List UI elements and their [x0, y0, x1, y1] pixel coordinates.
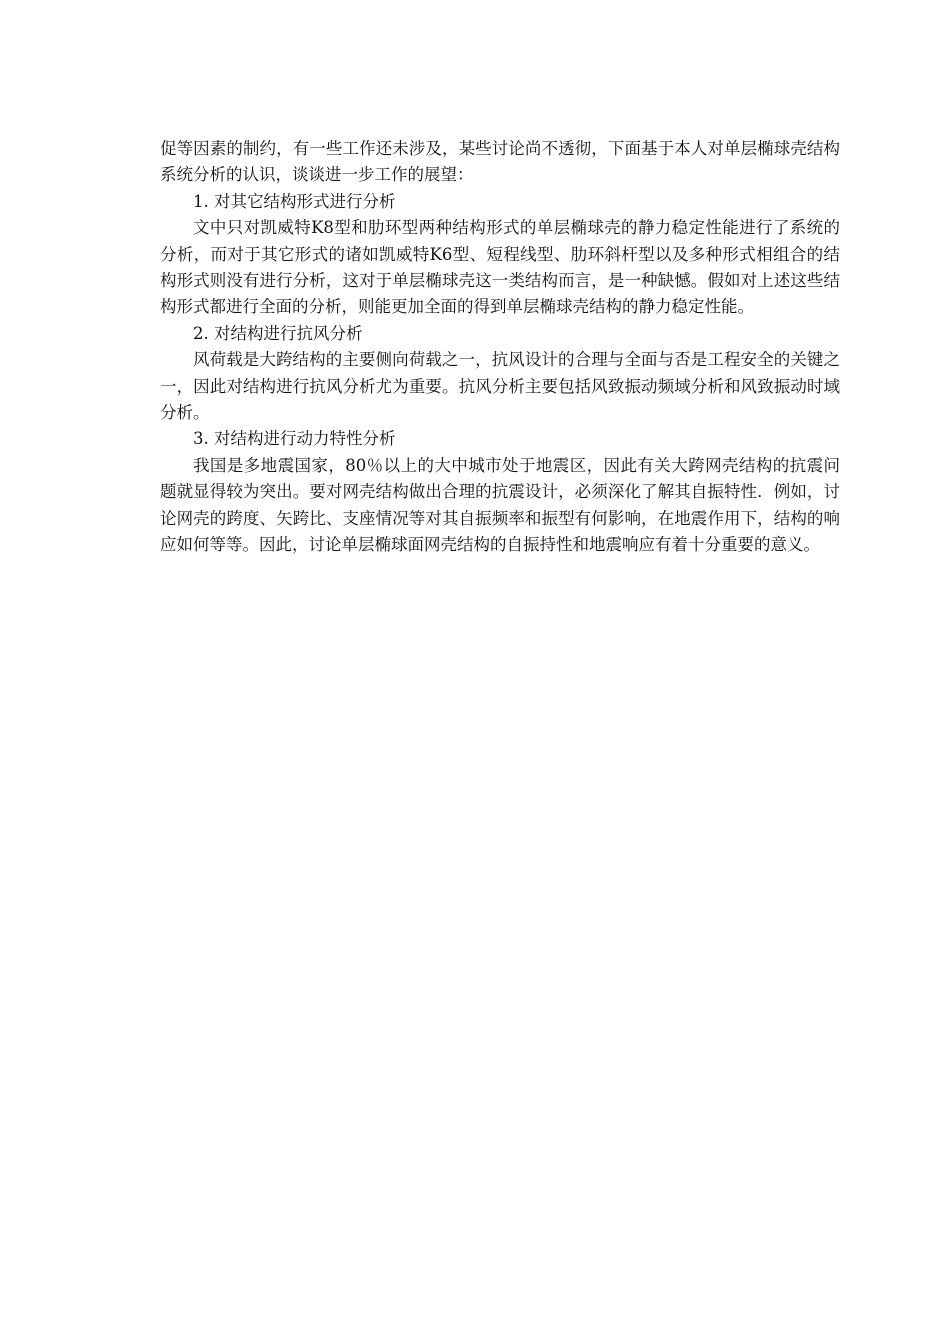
section-heading-2: 2. 对结构进行抗风分析	[193, 323, 363, 343]
paragraph-structure-forms: 文中只对凯威特K8型和肋环型两种结构形式的单层椭球壳的静力稳定性能进行了系统的分析，而对于其它形式的诸如凯威特K6型、短程线型、肋环斜杆型以及多种形式相组合的结构形式则没有进行分析，这对于单层椭球壳这一类结构而言，是一种缺憾。假如对上述这些结构形式都进行全面的分析，则能更加全面的得到单层椭球壳结构的静力稳定性能。	[160, 218, 840, 317]
section-heading-1: 1. 对其它结构形式进行分析	[193, 191, 396, 211]
document-body	[160, 136, 840, 559]
paragraph-wind-analysis: 风荷载是大跨结构的主要侧向荷载之一，抗风设计的合理与全面与否是工程安全的关键之一，因此对结构进行抗风分析尤为重要。抗风分析主要包括风致振动频域分析和风致振动时域分析。	[160, 350, 840, 423]
paragraph-intro-continued: 促等因素的制约，有一些工作还未涉及，某些讨论尚不透彻，下面基于本人对单层椭球壳结构系统分析的认识，谈谈进一步工作的展望：	[160, 139, 840, 185]
section-heading-3: 3. 对结构进行动力特性分析	[193, 429, 396, 449]
paragraph-dynamic-analysis: 我国是多地震国家，80％以上的大中城市处于地震区，因此有关大跨网壳结构的抗震问题就显得较为突出。要对网壳结构做出合理的抗震设计，必须深化了解其自振特性．例如，讨论网壳的跨度、矢跨比、支座情况等对其自振频率和振型有何影响，在地震作用下，结构的响应如何等等。因此，讨论单层椭球面网壳结构的自振持性和地震响应有着十分重要的意义。	[160, 455, 840, 555]
